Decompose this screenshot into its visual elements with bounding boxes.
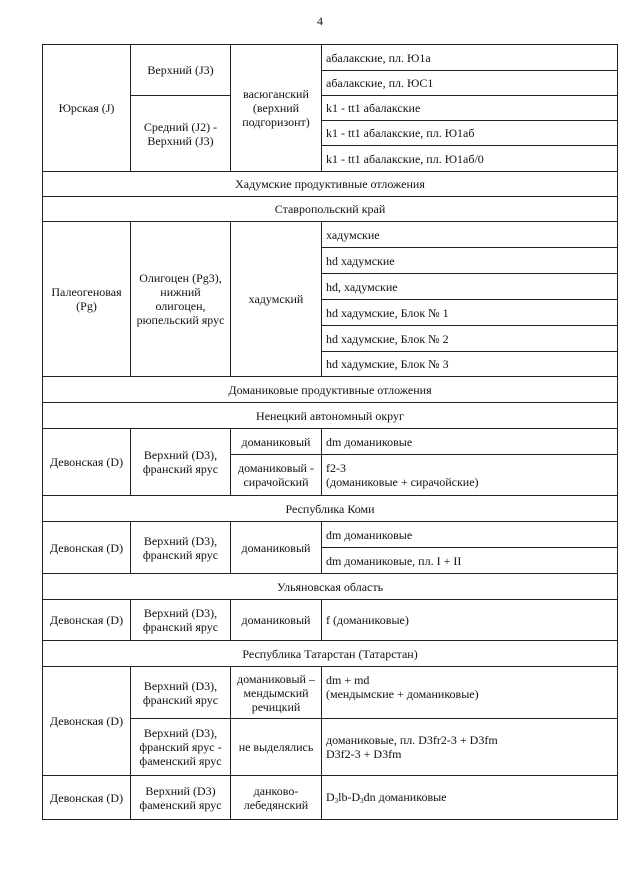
object-text: D	[326, 789, 335, 804]
object-cell	[322, 719, 618, 776]
section-header-row	[43, 172, 618, 197]
object-line: (доманиковые + сирачойские)	[326, 475, 479, 489]
section-title: Доманиковые продуктивные отложения	[43, 377, 618, 403]
table-row	[43, 45, 618, 71]
object-line: dm + md	[326, 673, 370, 687]
object-cell: k1 - tt1 абалакские, пл. Ю1аб	[322, 121, 618, 146]
series-cell: Верхний (D3), франский ярус - фаменский ярус	[131, 719, 231, 776]
region-title: Республика Коми	[43, 496, 618, 522]
table-row	[43, 429, 618, 455]
horizon-cell: не выделялись	[231, 719, 322, 776]
table-row	[43, 667, 618, 719]
series-cell: Верхний (D3) фаменский ярус	[131, 776, 231, 820]
system-cell: Девонская (D)	[43, 522, 131, 574]
system-cell: Девонская (D)	[43, 667, 131, 776]
region-row	[43, 574, 618, 600]
object-cell: hd хадумские, Блок № 1	[322, 300, 618, 326]
series-cell: Верхний (D3), франский ярус	[131, 600, 231, 641]
system-cell: Девонская (D)	[43, 600, 131, 641]
series-cell: Верхний (J3)	[131, 45, 231, 96]
system-cell: Юрская (J)	[43, 45, 131, 172]
region-row	[43, 641, 618, 667]
region-row	[43, 197, 618, 222]
region-row	[43, 403, 618, 429]
subscript: 3	[360, 796, 364, 805]
object-cell: dm доманиковые	[322, 522, 618, 548]
series-cell: Средний (J2) - Верхний (J3)	[131, 96, 231, 172]
object-cell: хадумские	[322, 222, 618, 248]
table-row	[43, 600, 618, 641]
subscript: 3	[334, 796, 339, 805]
object-cell	[322, 776, 618, 820]
horizon-cell: хадумский	[231, 222, 322, 377]
series-cell: Олигоцен (Pg3), нижний олигоцен, рюпельский ярус	[131, 222, 231, 377]
object-cell: hd, хадумские	[322, 274, 618, 300]
object-text: lb-D	[338, 789, 361, 804]
series-cell: Верхний (D3), франский ярус	[131, 522, 231, 574]
horizon-cell: доманиковый – мендымский речицкий	[231, 667, 322, 719]
object-line: (мендымские + доманиковые)	[326, 687, 479, 701]
object-cell: hd хадумские, Блок № 2	[322, 326, 618, 352]
system-cell: Девонская (D)	[43, 776, 131, 820]
object-cell: dm доманиковые	[322, 429, 618, 455]
horizon-cell: данково-лебедянский	[231, 776, 322, 820]
horizon-cell: доманиковый - сирачойский	[231, 455, 322, 496]
object-line: доманиковые, пл. D3fr2-3 + D3fm	[326, 733, 498, 747]
object-cell: f (доманиковые)	[322, 600, 618, 641]
region-title: Ульяновская область	[43, 574, 618, 600]
horizon-cell: доманиковый	[231, 600, 322, 641]
section-header-row	[43, 377, 618, 403]
object-cell	[322, 667, 618, 719]
object-cell: абалакские, пл. Ю1а	[322, 45, 618, 71]
region-title: Ненецкий автономный округ	[43, 403, 618, 429]
horizon-cell: доманиковый	[231, 522, 322, 574]
table-row	[43, 522, 618, 548]
object-cell: абалакские, пл. ЮС1	[322, 71, 618, 96]
object-cell: hd хадумские	[322, 248, 618, 274]
object-cell: hd хадумские, Блок № 3	[322, 352, 618, 377]
section-title: Хадумские продуктивные отложения	[43, 172, 618, 197]
object-cell	[322, 455, 618, 496]
horizon-cell: васюганский (верхний подгоризонт)	[231, 45, 322, 172]
region-title: Республика Татарстан (Татарстан)	[43, 641, 618, 667]
object-cell: dm доманиковые, пл. I + II	[322, 548, 618, 574]
object-text: dn доманиковые	[363, 789, 447, 804]
horizon-cell: доманиковый	[231, 429, 322, 455]
object-cell: k1 - tt1 абалакские, пл. Ю1аб/0	[322, 146, 618, 172]
series-cell: Верхний (D3), франский ярус	[131, 429, 231, 496]
system-cell: Палеогеновая (Pg)	[43, 222, 131, 377]
series-cell: Верхний (D3), франский ярус	[131, 667, 231, 719]
page-number: 4	[317, 14, 323, 28]
region-row	[43, 496, 618, 522]
table-row	[43, 222, 618, 248]
region-title: Ставропольский край	[43, 197, 618, 222]
stratigraphy-table	[42, 44, 618, 820]
object-cell: k1 - tt1 абалакские	[322, 96, 618, 121]
object-line: f2-3	[326, 461, 346, 475]
system-cell: Девонская (D)	[43, 429, 131, 496]
table-row	[43, 776, 618, 820]
object-line: D3f2-3 + D3fm	[326, 747, 402, 761]
